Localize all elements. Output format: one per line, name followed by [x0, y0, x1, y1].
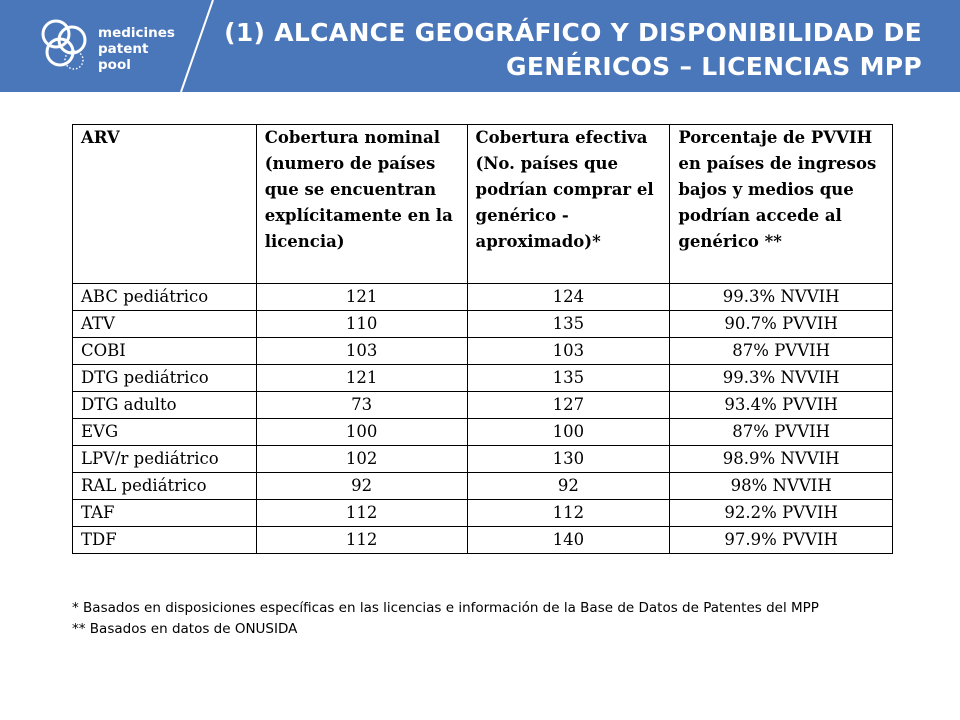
footnotes — [72, 598, 922, 640]
cell-efectiva: 112 — [467, 500, 670, 527]
cell-arv: RAL pediátrico — [73, 473, 257, 500]
cell-porcentaje: 93.4% PVVIH — [670, 392, 893, 419]
column-header-efectiva: Cobertura efectiva (No. países que podrían comprar el genérico - aproximado)* — [467, 125, 670, 284]
cell-porcentaje: 90.7% PVVIH — [670, 311, 893, 338]
cell-arv: TAF — [73, 500, 257, 527]
table-row — [73, 284, 893, 311]
cell-nominal: 121 — [256, 284, 467, 311]
table-row — [73, 446, 893, 473]
cell-efectiva: 135 — [467, 311, 670, 338]
cell-porcentaje: 99.3% NVVIH — [670, 365, 893, 392]
column-header-porcentaje: Porcentaje de PVVIH en países de ingresos bajos y medios que podrían accede al genérico ** — [670, 125, 893, 284]
cell-nominal: 121 — [256, 365, 467, 392]
table-row — [73, 338, 893, 365]
table-row — [73, 500, 893, 527]
header-bar — [0, 0, 960, 92]
cell-nominal: 110 — [256, 311, 467, 338]
cell-efectiva: 130 — [467, 446, 670, 473]
cell-porcentaje: 87% PVVIH — [670, 419, 893, 446]
cell-arv: ABC pediátrico — [73, 284, 257, 311]
cell-nominal: 100 — [256, 419, 467, 446]
cell-efectiva: 92 — [467, 473, 670, 500]
table-row — [73, 473, 893, 500]
cell-efectiva: 140 — [467, 527, 670, 554]
cell-porcentaje: 98% NVVIH — [670, 473, 893, 500]
cell-nominal: 73 — [256, 392, 467, 419]
cell-nominal: 102 — [256, 446, 467, 473]
table-header-row — [73, 125, 893, 284]
page-title-line-2: GENÉRICOS – LICENCIAS MPP — [506, 52, 922, 81]
cell-arv: ATV — [73, 311, 257, 338]
table-row — [73, 365, 893, 392]
logo-line-2: patent — [98, 41, 149, 57]
logo-line-1: medicines — [98, 25, 175, 41]
cell-efectiva: 127 — [467, 392, 670, 419]
footnote-1: * Basados en disposiciones específicas en las licencias e información de la Base de Datos de Patentes del MPP — [72, 600, 819, 616]
cell-arv: DTG adulto — [73, 392, 257, 419]
cell-arv: DTG pediátrico — [73, 365, 257, 392]
cell-arv: EVG — [73, 419, 257, 446]
table-row — [73, 527, 893, 554]
cell-nominal: 103 — [256, 338, 467, 365]
logo-line-3: pool — [98, 57, 131, 73]
column-header-nominal: Cobertura nominal (numero de países que se encuentran explícitamente en la licencia) — [256, 125, 467, 284]
column-header-arv: ARV — [73, 125, 257, 284]
page-title — [202, 16, 922, 84]
cell-arv: TDF — [73, 527, 257, 554]
cell-nominal: 92 — [256, 473, 467, 500]
cell-efectiva: 103 — [467, 338, 670, 365]
table-row — [73, 392, 893, 419]
cell-efectiva: 135 — [467, 365, 670, 392]
cell-arv: LPV/r pediátrico — [73, 446, 257, 473]
cell-porcentaje: 99.3% NVVIH — [670, 284, 893, 311]
cell-porcentaje: 87% PVVIH — [670, 338, 893, 365]
cell-efectiva: 100 — [467, 419, 670, 446]
cell-nominal: 112 — [256, 500, 467, 527]
cell-nominal: 112 — [256, 527, 467, 554]
page-title-line-1: (1) ALCANCE GEOGRÁFICO Y DISPONIBILIDAD DE — [224, 18, 922, 47]
licenses-table — [72, 124, 893, 554]
cell-porcentaje: 92.2% PVVIH — [670, 500, 893, 527]
footnote-2: ** Basados en datos de ONUSIDA — [72, 621, 298, 637]
table-row — [73, 311, 893, 338]
cell-porcentaje: 98.9% NVVIH — [670, 446, 893, 473]
cell-arv: COBI — [73, 338, 257, 365]
cell-efectiva: 124 — [467, 284, 670, 311]
cell-porcentaje: 97.9% PVVIH — [670, 527, 893, 554]
table-row — [73, 419, 893, 446]
